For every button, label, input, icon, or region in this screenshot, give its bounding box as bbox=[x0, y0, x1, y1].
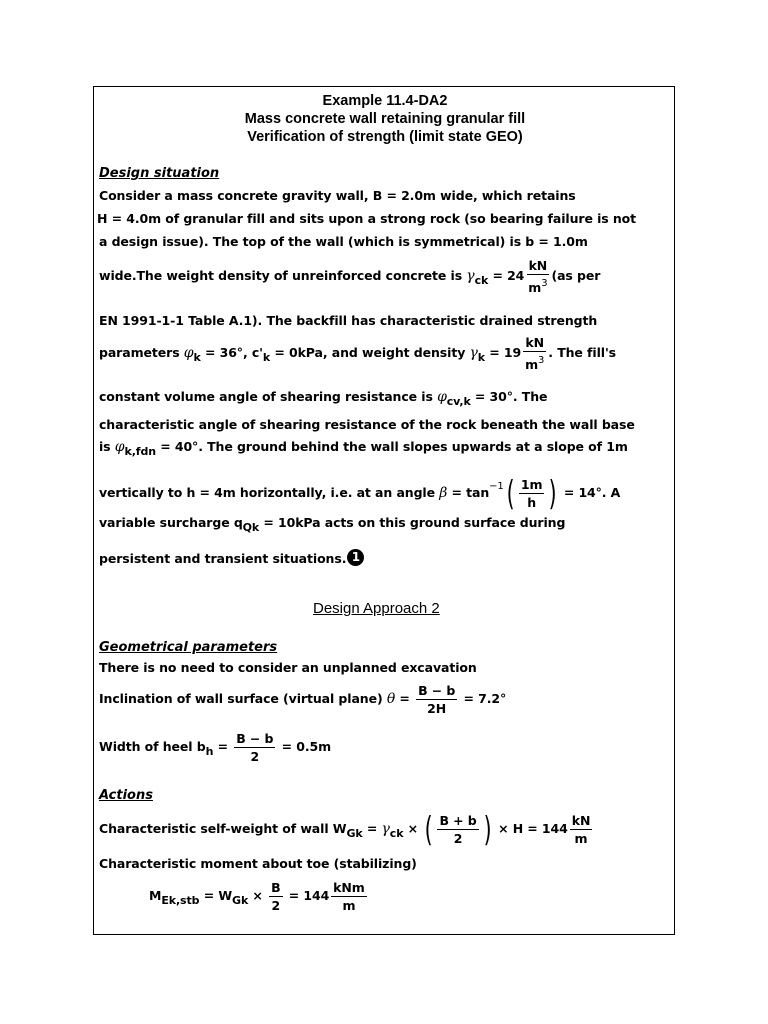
unit-fraction-3: $\frac{kN}{m}$ bbox=[571, 813, 591, 846]
ds-line-5: EN 1991-1-1 Table A.1). The backfill has characteristic drained strength bbox=[99, 313, 598, 328]
ds-line-2: H = 4.0m of granular fill and sits upon a strong rock (so bearing failure is not bbox=[97, 211, 637, 226]
ds-line-1: Consider a mass concrete gravity wall, B = 2.0m wide, which retains bbox=[99, 188, 576, 203]
width-fraction: $\frac{B + b}{2}$ bbox=[439, 813, 477, 846]
unit-fraction-2: $\frac{kN}{m^3}$ bbox=[525, 335, 545, 372]
geometry-line-2: Inclination of wall surface (virtual plane) θ = $\frac{B - b}{2H}$ = 7.2° bbox=[99, 683, 507, 716]
heel-fraction: $\frac{B - b}{2}$ bbox=[236, 731, 274, 764]
phi-symbol: φ bbox=[183, 345, 194, 361]
lever-fraction: $\frac{B}{2}$ bbox=[271, 880, 281, 913]
ds-line-12: persistent and transient situations. 1 bbox=[99, 549, 364, 567]
actions-heading: Actions bbox=[99, 788, 153, 803]
ds-line-3: a design issue). The top of the wall (which is symmetrical) is b = 1.0m bbox=[99, 234, 588, 249]
slope-fraction: $\frac{1m}{h}$ bbox=[520, 477, 543, 510]
ds-line-6: parameters $\varphi_k = 36^\circ$, $c'_k = 0kPa$, and weight density $\gamma_k = 19$ $\frac{kN}{m^3}$ . The fill's bbox=[99, 335, 617, 372]
unit-fraction-4: $\frac{\text{kNm}}{m}$ bbox=[333, 880, 365, 913]
gamma-symbol: γ bbox=[466, 268, 475, 284]
verification-title: Verification of strength (limit state GEO) bbox=[247, 129, 523, 145]
unit-fraction: $\frac{kN}{m^3}$ bbox=[528, 258, 548, 295]
ds-line-7: constant volume angle of shearing resistance is $\varphi_{cv,k} = 30^\circ$. The bbox=[99, 389, 548, 408]
example-subtitle: Mass concrete wall retaining granular fill bbox=[244, 111, 526, 127]
design-approach-heading: Design Approach 2 bbox=[313, 600, 440, 617]
ds-line-10: vertically to h = 4m horizontally, i.e. at an angle $\beta = \tan^{-1}$( $\frac{1m}{h}$ ) = 14°. A bbox=[99, 473, 621, 514]
ds-line-8: characteristic angle of shearing resistance of the rock beneath the wall base bbox=[99, 417, 635, 432]
design-situation-heading: Design situation bbox=[99, 166, 220, 181]
note-marker-icon[interactable]: 1 bbox=[347, 549, 364, 566]
theta-symbol: θ bbox=[386, 691, 396, 707]
geometry-line-3: Width of heel $b_h$ = $\frac{B - b}{2}$ = 0.5m bbox=[99, 731, 332, 764]
inclination-fraction: $\frac{B - b}{2H}$ bbox=[418, 683, 456, 716]
example-title: Example 11.4-DA2 bbox=[322, 93, 448, 109]
geometry-line-1: There is no need to consider an unplanned excavation bbox=[99, 660, 477, 675]
ds-line-9: is $\varphi_{k,fdn} = 40^\circ$. The ground behind the wall slopes upwards at a slope of 1m bbox=[99, 439, 628, 458]
actions-line-1: Characteristic self-weight of wall $W_{Gk} = \gamma_{ck}$ × ( $\frac{B + b}{2}$ ) × H = 144 $\frac{kN}{m}$ bbox=[99, 809, 591, 850]
moment-equation: $M_{Ek,stb} = W_{Gk}$ × $\frac{B}{2}$ = 144 $\frac{\text{kNm}}{m}$ bbox=[149, 880, 365, 913]
ds-line-4: wide.The weight density of unreinforced concrete is $\gamma_{ck} = 24$ $\frac{kN}{m^3}$ (as per bbox=[99, 258, 601, 295]
geometry-heading: Geometrical parameters bbox=[99, 640, 278, 655]
beta-symbol: β bbox=[439, 485, 448, 501]
document-frame bbox=[93, 86, 675, 935]
ds-line-11: variable surcharge $q_{Qk} = 10kPa$ acts on this ground surface during bbox=[99, 515, 566, 534]
actions-line-2: Characteristic moment about toe (stabilizing) bbox=[99, 856, 417, 871]
